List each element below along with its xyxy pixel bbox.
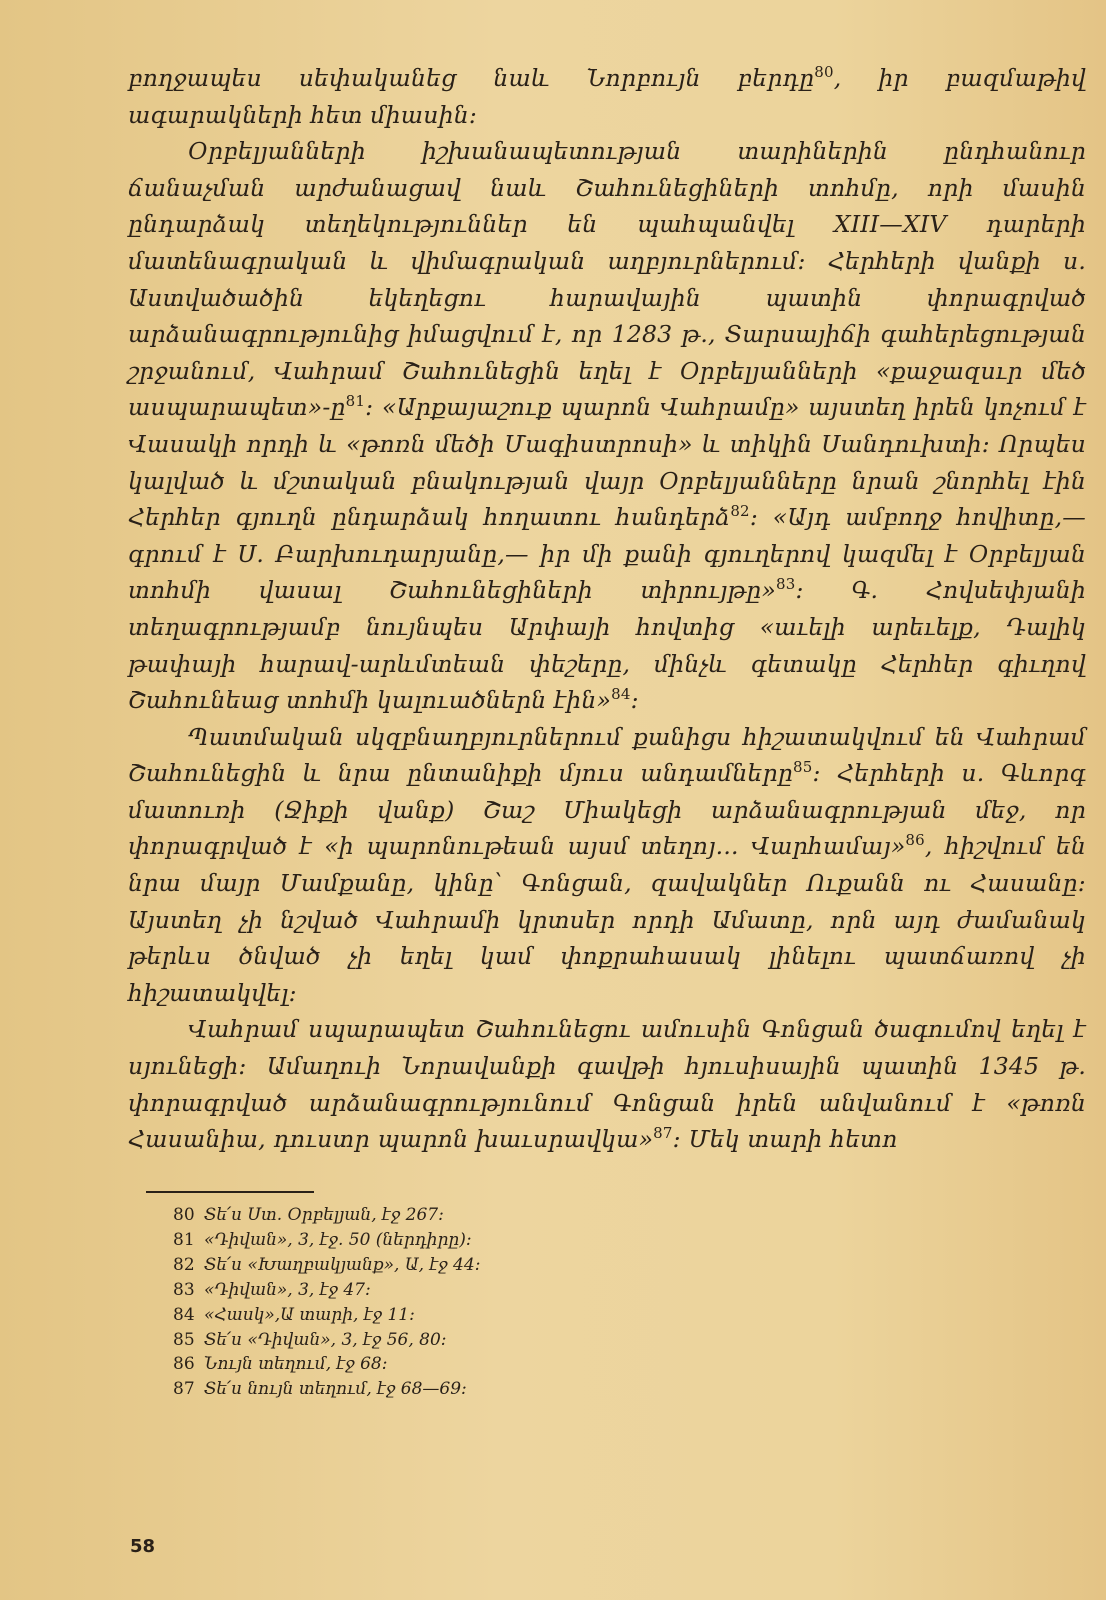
footnote-number: 86 (173, 1354, 195, 1375)
paragraph (128, 1011, 1086, 1157)
paragraph-text: ։ Գ. Հովսեփյանի տեղագրությամբ նույնպես Արփայի հովտից «աւելի արեւելք, Դալիկ թափայի հարավ-արևմտեան փեշերը, մինչև գետակը Հերհեր գիւղով Շահունեաց տոհմի կալուածներն էին» (128, 576, 1086, 715)
footnote-text: «Դիվան», 3, էջ 47։ (204, 1279, 371, 1300)
footnote (173, 1228, 873, 1253)
footnote-ref: 87 (653, 1124, 673, 1143)
footnote-text: Տե՛ս նույն տեղում, էջ 68—69։ (204, 1379, 467, 1400)
paragraph-text: ։ (630, 686, 639, 715)
paragraph (128, 719, 1086, 1012)
footnote-text: Տե՛ս «Դիվան», 3, էջ 56, 80։ (204, 1329, 447, 1350)
footnote-ref: 81 (345, 392, 366, 411)
paragraph-text: ։ Հերհերի ս. Գևորգ մատուռի (Ջիքի վանք) Շաշ Միակեցի արձանագրության մեջ, որ փորագրված է «ի պարոնութեան այսմ տեղոյ... Վարհամայ» (128, 759, 1086, 861)
footnote-ref: 82 (730, 502, 750, 521)
page-number: 58 (130, 1536, 156, 1557)
footnote-number: 87 (173, 1379, 195, 1400)
paragraph (128, 133, 1086, 719)
paragraph-text: ։ Մեկ տարի հետո (672, 1125, 898, 1154)
footnote-text: Տե՛ս «Խաղբակյանք», Ա, էջ 44։ (204, 1254, 481, 1275)
footnote (173, 1328, 873, 1353)
footnote-number: 82 (173, 1254, 195, 1275)
paragraph-text: Օրբելյանների իշխանապետության տարիներին ընդհանուր ճանաչման արժանացավ նաև Շահունեցիների տոհմը, որի մասին ընդարձակ տեղեկություններ են պահպանվել XIII—XIV դարերի մատենագրական և վիմագրական աղբյուրներում։ Հերհերի վանքի ս. Աստվածածին եկեղեցու հարավային պատին փորագրված արձանագրությունից իմացվում է, որ 1283 թ., Տարսայիճի գահերեցության շրջանում, Վահրամ Շահունեցին եղել է Օրբելյանների «քաջազսւր մեծ ասպարապետ»-ը (128, 137, 1086, 422)
paragraph-text: , իր բազմաթիվ ագարակների հետ միասին։ (128, 64, 1086, 129)
paragraph (128, 60, 1086, 133)
footnote-ref: 80 (814, 63, 834, 81)
paragraph-text: ։ «Արքայաշուք պարոն Վահրամը» այստեղ իրեն կոչում է Վասակի որդի և «թոռն մեծի Մագիստրոսի» և տիկին Սանդուխտի։ Որպես կալված և մշտական բնակության վայր Օրբելյանները նրան շնորհել էին Հերհեր գյուղն ընդարձակ հողատու հանդերձ (128, 393, 1086, 532)
paragraph-text: ։ «Այդ ամբողջ հովիտը,— գրում է Ս. Բարխուդարյանը,— իր մի քանի գյուղերով կազմել է Օրբելյան տոհմի վասալ Շահունեցիների տիրույթը» (128, 503, 1086, 605)
footnote (173, 1203, 873, 1228)
footnote-number: 85 (173, 1329, 195, 1350)
paragraph-text: Պատմական սկզբնաղբյուրներում քանիցս հիշատակվում են Վահրամ Շահունեցին և նրա ընտանիքի մյուս անդամները (128, 722, 1086, 788)
footnote (173, 1352, 873, 1377)
footnote-text: «Հասկ»,Ա տարի, էջ 11։ (204, 1304, 415, 1325)
footnote-text: «Դիվան», 3, էջ. 50 (ներդիրը)։ (204, 1229, 472, 1250)
footnotes (173, 1203, 873, 1402)
footnote-ref: 85 (792, 758, 813, 777)
main-text (128, 60, 1086, 1158)
footnote-number: 84 (173, 1304, 195, 1325)
footnote (173, 1303, 873, 1328)
footnote-text: Նույն տեղում, էջ 68։ (204, 1354, 388, 1375)
footnote-ref: 86 (905, 831, 925, 850)
paragraph-text: Վահրամ սպարապետ Շահունեցու ամուսին Գոնցան ծագումով եղել է սյունեցի։ Ամաղուի Նորավանքի գավթի հյուսիսային պատին 1345 թ. փորագրված արձանագրությունում Գոնցան իրեն անվանում է «թոռն Հասանիա, դուստր պարոն խաւսրավկա» (128, 1015, 1086, 1154)
footnote-number: 80 (173, 1205, 195, 1225)
footnote (173, 1253, 873, 1278)
paragraph-text: , հիշվում են նրա մայր Մամքանը, կինը՝ Գոնցան, զավակներ Ուքանն ու Հասանը։ Այստեղ չի նշված Վահրամի կրտսեր որդի Ամատը, որն այդ ժամանակ թերևս ծնված չի եղել կամ փոքրահասակ լինելու պատճառով չի հիշատակվել։ (128, 832, 1086, 1007)
footnote-number: 83 (173, 1279, 195, 1300)
footnote-ref: 83 (775, 575, 796, 594)
footnote-separator (146, 1191, 314, 1193)
paragraph-text: բողջապես սեփականեց նաև Նորբույն բերդը (128, 64, 815, 92)
footnote-number: 81 (173, 1229, 195, 1250)
footnote-ref: 84 (611, 685, 631, 704)
footnote (173, 1377, 873, 1402)
footnote-text: Տե՛ս Ստ. Օրբելյան, էջ 267։ (204, 1205, 444, 1225)
footnote (173, 1278, 873, 1303)
